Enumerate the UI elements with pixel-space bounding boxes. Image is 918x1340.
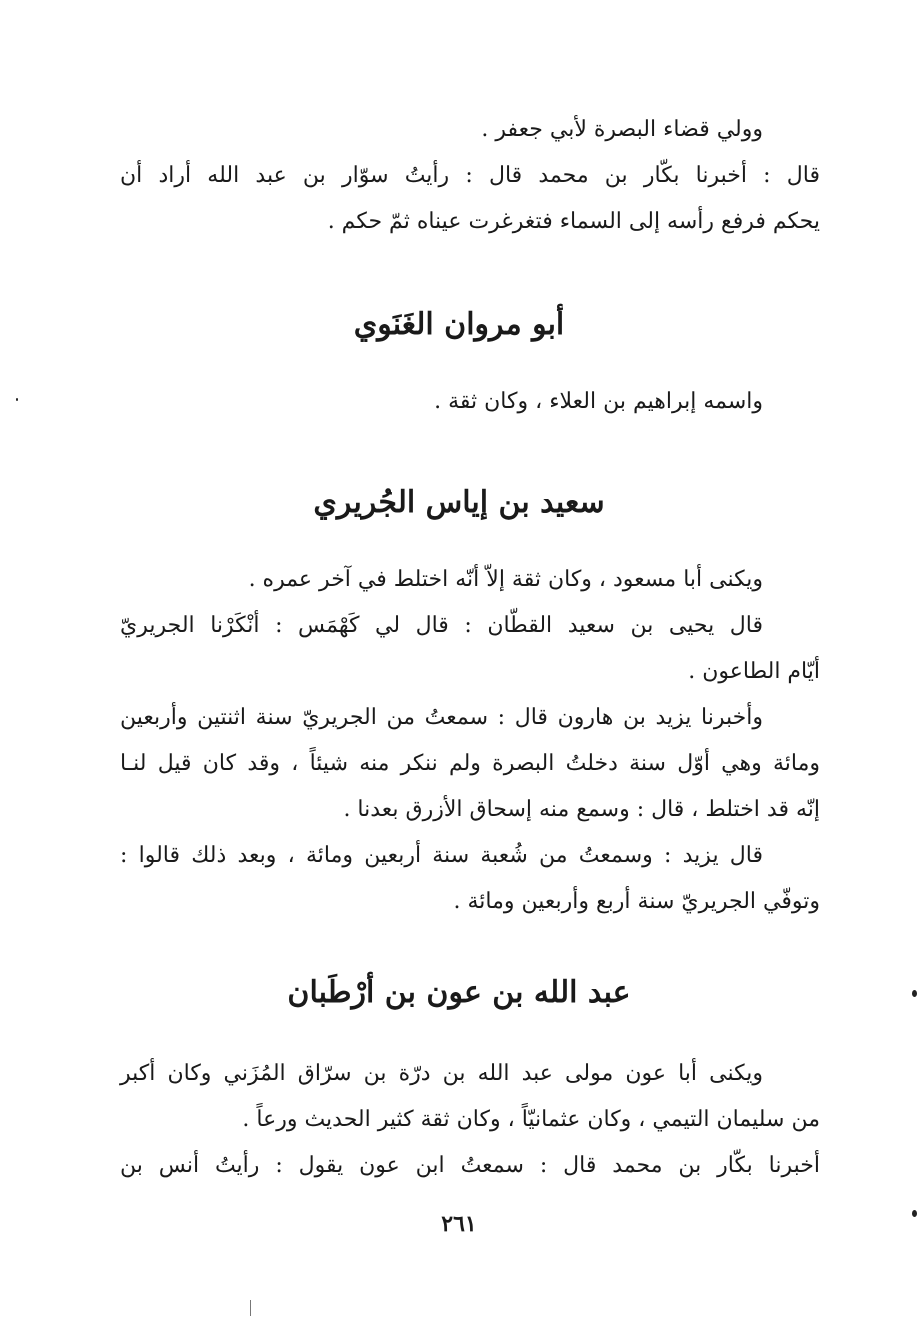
text-line: قال يحيى بن سعيد القطّان : قال لي كَهْمَس : أنْكَرْنا الجريريّ: [120, 613, 763, 638]
scan-mark: [912, 1210, 917, 1217]
text-line: ويكنى أبا عون مولى عبد الله بن درّة بن سرّاق المُزَني وكان أكبر: [120, 1061, 763, 1086]
text-line: قال يزيد : وسمعتُ من شُعبة سنة أربعين ومائة ، وبعد ذلك قالوا :: [120, 843, 763, 868]
text-line: ومائة وهي أوّل سنة دخلتُ البصرة ولم ننكر منه شيئاً ، وقد كان قيل لنـا: [120, 751, 820, 776]
page-number: ٢٦١: [441, 1211, 477, 1237]
section-heading: أبو مروان الغَنَوي: [353, 307, 565, 342]
text-line: أيّام الطاعون .: [688, 659, 820, 684]
text-line: ويكنى أبا مسعود ، وكان ثقة إلاّ أنّه اختلط في آخر عمره .: [248, 567, 763, 592]
scan-mark: [250, 1300, 251, 1316]
text-line: من سليمان التيمي ، وكان عثمانيّاً ، وكان ثقة كثير الحديث ورعاً .: [242, 1107, 820, 1132]
scan-mark: [912, 990, 917, 997]
text-line: أخبرنا بكّار بن محمد قال : سمعتُ ابن عون يقول : رأيتُ أنس بن: [120, 1153, 820, 1178]
text-line: إنّه قد اختلط ، قال : وسمع منه إسحاق الأزرق بعدنا .: [343, 797, 820, 822]
text-line: وأخبرنا يزيد بن هارون قال : سمعتُ من الجريريّ سنة اثنتين وأربعين: [120, 705, 763, 730]
section-heading: عبد الله بن عون بن أرْطَبان: [287, 975, 631, 1010]
section-heading: سعيد بن إياس الجُريري: [313, 485, 605, 520]
text-line: يحكم فرفع رأسه إلى السماء فتغرغرت عيناه ثمّ حكم .: [327, 209, 820, 234]
text-line: واسمه إبراهيم بن العلاء ، وكان ثقة .: [434, 389, 763, 414]
text-line: وتوفّي الجريريّ سنة أربع وأربعين ومائة .: [453, 889, 820, 914]
text-line: قال : أخبرنا بكّار بن محمد قال : رأيتُ سوّار بن عبد الله أراد أن: [120, 163, 820, 188]
text-line: وولي قضاء البصرة لأبي جعفر .: [481, 117, 763, 142]
scan-mark: [16, 398, 18, 401]
